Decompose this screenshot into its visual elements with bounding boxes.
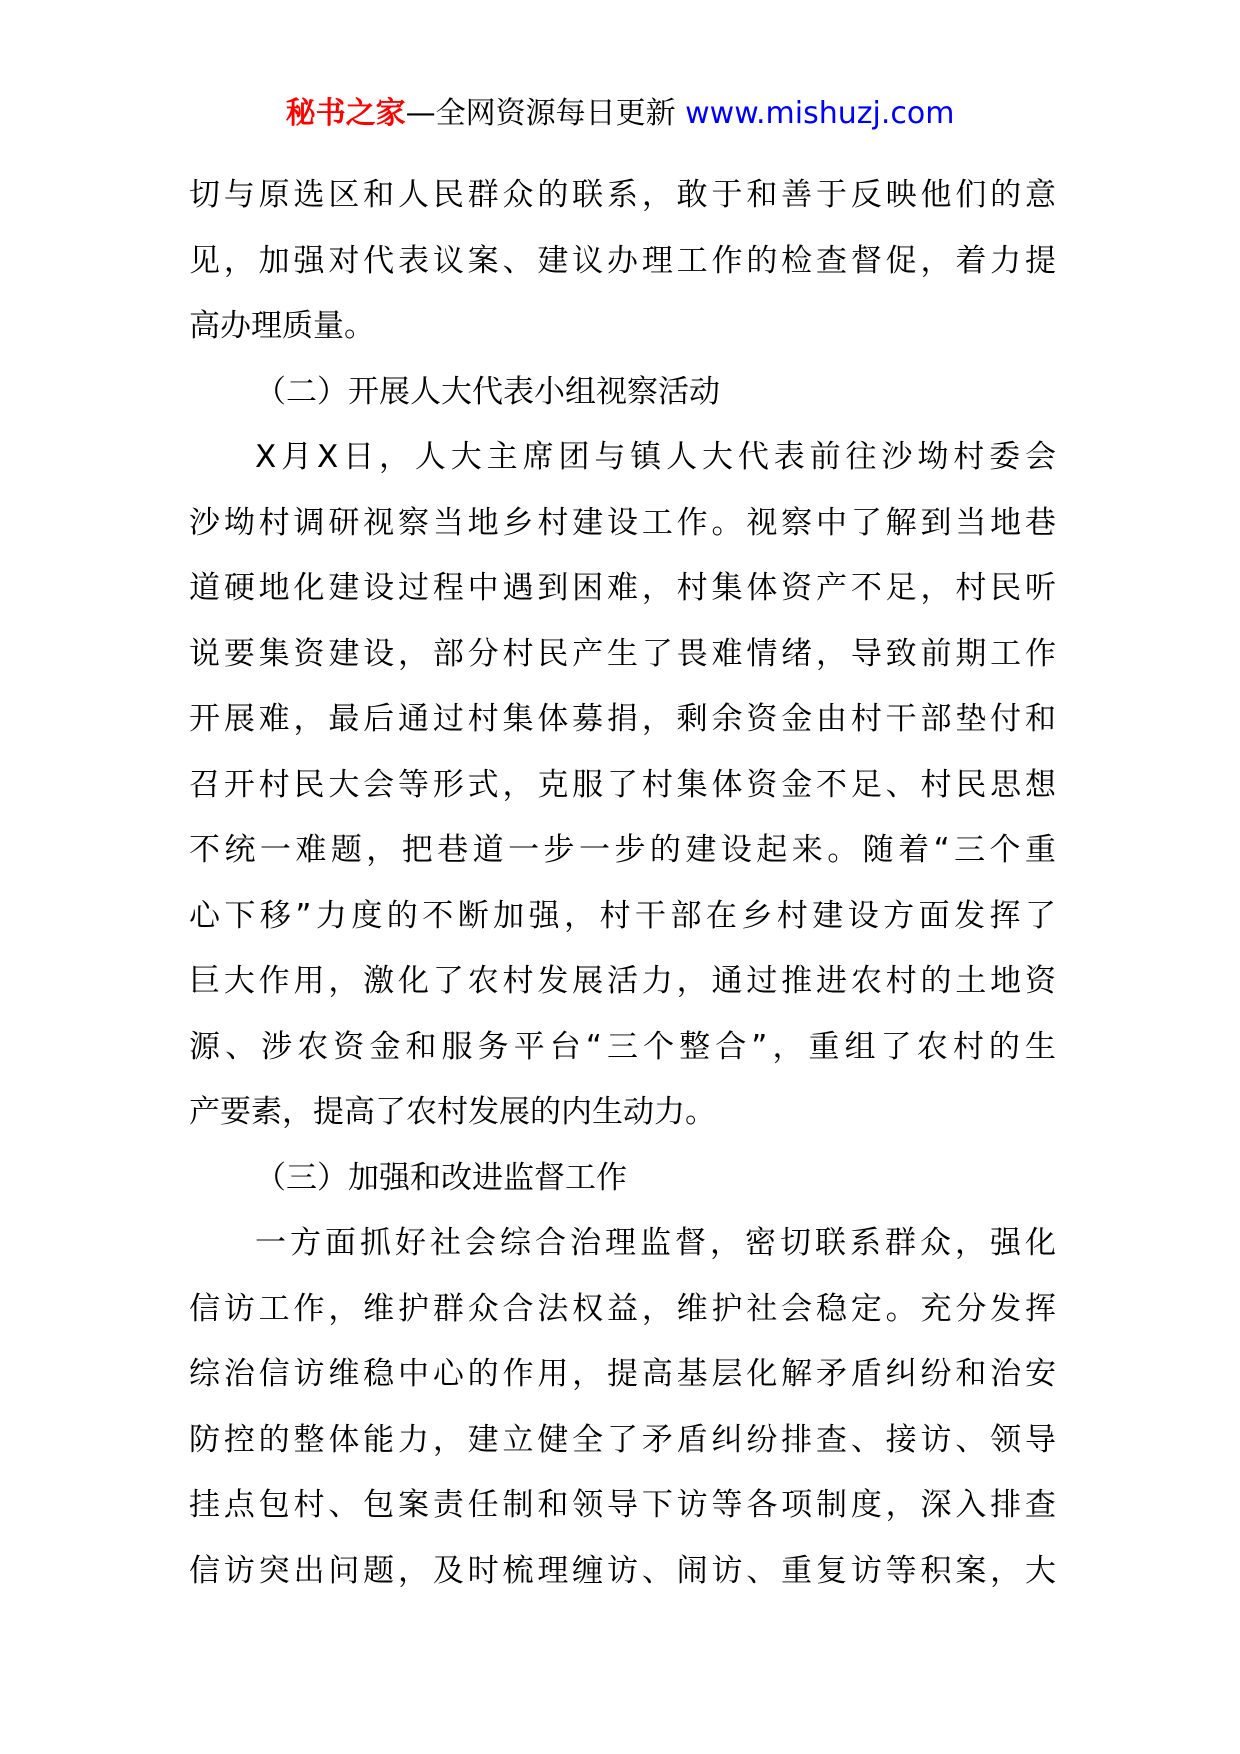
text-line: 综治信访维稳中心的作用，提高基层化解矛盾纠纷和治安	[189, 1356, 1056, 1392]
brand-name: 秘书之家	[285, 96, 406, 131]
text-line: X月X日，人大主席团与镇人大代表前往沙坳村委会	[255, 439, 1056, 475]
text-line: 心下移”力度的不断加强，村干部在乡村建设方面发挥了	[189, 897, 1056, 934]
section-heading: （三）加强和改进监督工作	[255, 1159, 627, 1196]
text-line: 见，加强对代表议案、建议办理工作的检查督促，着力提	[189, 242, 1056, 279]
text-line: 说要集资建设，部分村民产生了畏难情绪，导致前期工作	[189, 635, 1056, 672]
text-line: 道硬地化建设过程中遇到困难，村集体资产不足，村民听	[189, 570, 1056, 606]
text-line: 不统一难题，把巷道一步一步的建设起来。随着“三个重	[189, 832, 1056, 868]
text-line: 高办理质量。	[189, 308, 375, 344]
text-line: 防控的整体能力，建立健全了矛盾纠纷排查、接访、领导	[189, 1421, 1056, 1458]
text-line: 信访工作，维护群众合法权益，维护社会稳定。充分发挥	[189, 1290, 1056, 1327]
text-line: 一方面抓好社会综合治理监督，密切联系群众，强化	[255, 1225, 1056, 1261]
section-heading: （二）开展人大代表小组视察活动	[255, 373, 720, 410]
text-line: 巨大作用，激化了农村发展活力，通过推进农村的土地资	[189, 963, 1056, 999]
text-line: 信访突出问题，及时梳理缠访、闹访、重复访等积案，大	[189, 1552, 1056, 1589]
document-body	[189, 163, 1056, 1604]
text-line: 源、涉农资金和服务平台“三个整合”，重组了农村的生	[189, 1028, 1056, 1065]
text-line: 沙坳村调研视察当地乡村建设工作。视察中了解到当地巷	[189, 504, 1056, 541]
website-url: www.mishuzj.com	[685, 96, 955, 131]
header-tagline: —全网资源每日更新	[405, 96, 676, 131]
text-line: 切与原选区和人民群众的联系，敢于和善于反映他们的意	[189, 177, 1056, 213]
watermark-header	[0, 94, 1240, 134]
text-line: 挂点包村、包案责任制和领导下访等各项制度，深入排查	[189, 1487, 1056, 1523]
text-line: 开展难，最后通过村集体募捐，剩余资金由村干部垫付和	[189, 701, 1056, 737]
text-line: 召开村民大会等形式，克服了村集体资金不足、村民思想	[189, 766, 1056, 803]
text-line: 产要素，提高了农村发展的内生动力。	[189, 1094, 716, 1130]
